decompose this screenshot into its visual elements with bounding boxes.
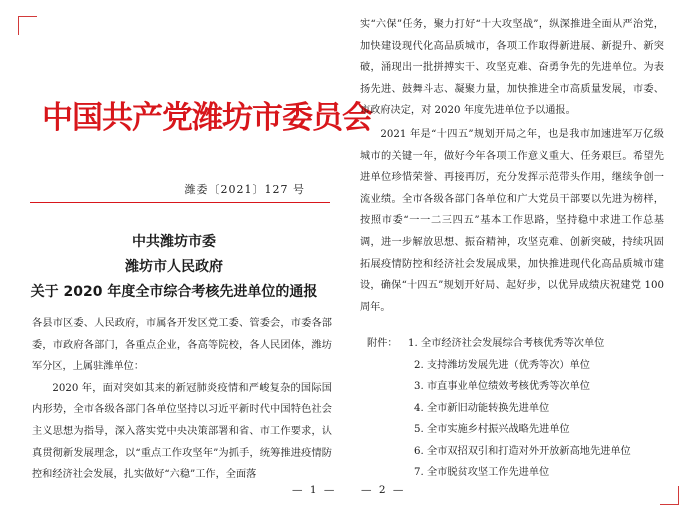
attachment-item: 4. 全市新旧动能转换先进单位 [414, 402, 550, 414]
red-masthead: 中国共产党潍坊市委员会 [42, 100, 372, 136]
attachments-label: 附件： [367, 338, 398, 349]
issuer-line-2: 潍坊市人民政府 [125, 259, 223, 275]
attachment-item: 2. 支持潍坊发展先进（优秀等次）单位 [414, 359, 590, 371]
red-separator-line [30, 202, 330, 203]
attachment-item: 3. 市直事业单位绩效考核优秀等次单位 [414, 381, 590, 392]
body-paragraph-2: 2021 年是“十四五”规划开局之年，也是我市加速进军万亿级城市的关键一年，做好今年各项工作意义重大、任务艰巨。希望先进单位珍惜荣誉、再接再厉，充分发挥示范带头作用，继续争创一流业绩。全市各级各部门各单位和广大党员干部要以先进为榜样，按照市委“一一二三四五”基本工作思路，坚持稳中求进工作总基调，进一步解放思想、振奋精神，攻坚克难、创新突破，持续巩固拓展疫情防控和经济社会发展成果，加快推进现代化高品质城市建设，确保“十四五”规划开好局、起好步，以优异成绩庆祝建党 100 周年。 [360, 128, 664, 313]
document-number: 潍委〔2021〕127 号 [184, 183, 305, 196]
right-body [360, 14, 664, 318]
left-body [32, 313, 332, 486]
attachment-item: 6. 全市双招双引和打造对外开放新高地先进单位 [414, 445, 631, 457]
attachment-item: 1. 全市经济社会发展综合考核优秀等次单位 [408, 338, 605, 349]
attachments-list [367, 333, 631, 484]
document-titles [0, 230, 348, 305]
issuer-line-1: 中共潍坊市委 [132, 234, 216, 250]
body-paragraph-1-continued: 实“六保”任务，聚力打好“十大攻坚战”，纵深推进全面从严治党，加快建设现代化高品质城市，各项工作取得新进展、新提升、新突破，涌现出一批拼搏实干、攻坚克难、奋勇争先的先进单位。为表扬先进、鼓舞斗志、凝聚力量，加快推进全市高质量发展，市委、市政府决定，对 2020 年度先进单位予以通报。 [360, 19, 664, 117]
attachment-item: 7. 全市脱贫攻坚工作先进单位 [414, 467, 550, 478]
document-title: 关于 2020 年度全市综合考核先进单位的通报 [30, 284, 318, 300]
body-paragraph-1: 2020 年，面对突如其来的新冠肺炎疫情和严峻复杂的国际国内形势，全市各级各部门各单位坚持以习近平新时代中国特色社会主义思想为指导，深入落实党中央决策部署和省、市工作要求，认真贯彻新发展理念，以“重点工作攻坚年”为抓手，统筹推进疫情防控和经济社会发展，扎实做好“六稳”工作，全面落 [32, 382, 332, 481]
page-number: — 1 — [292, 484, 337, 496]
recipients-paragraph: 各县市区委、人民政府，市属各开发区党工委、管委会，市委各部委，市政府各部门，各重点企业，各高等院校，各人民团体，潍坊军分区，上属驻潍单位： [32, 318, 332, 373]
attachment-item: 5. 全市实施乡村振兴战略先进单位 [414, 424, 570, 435]
page-right [349, 0, 697, 519]
page-number: — 2 — [361, 484, 406, 496]
